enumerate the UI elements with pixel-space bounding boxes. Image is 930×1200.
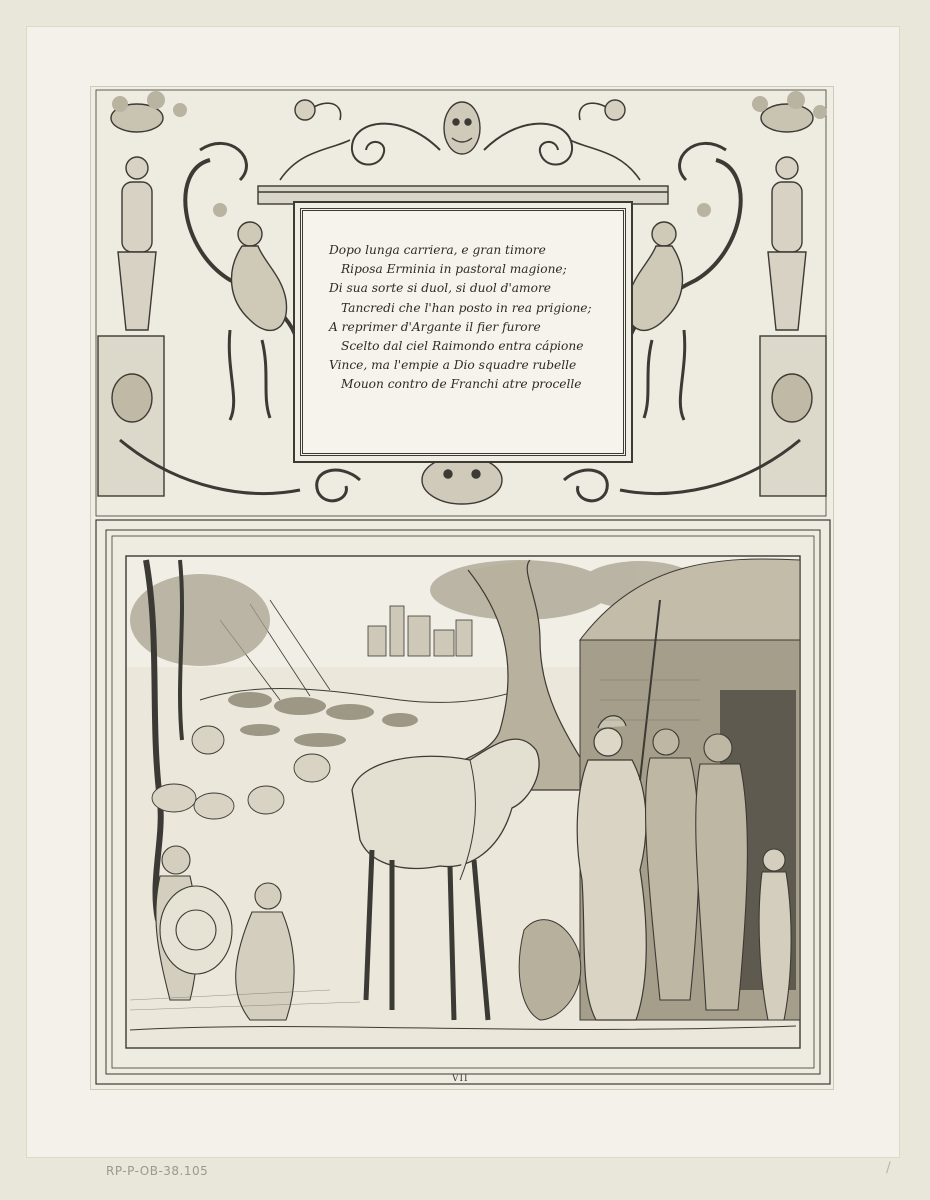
inventory-number: RP-P-OB-38.105 — [106, 1164, 209, 1178]
verse-text — [329, 241, 615, 395]
pencil-mark: / — [886, 1160, 891, 1176]
verse-line: Riposa Erminia in pastoral magione; — [341, 262, 567, 277]
verse-line: A reprimer d'Argante il fier furore — [329, 319, 541, 334]
verse-cartouche — [300, 208, 626, 456]
verse-line: Scelto dal ciel Raimondo entra cápione — [341, 339, 584, 354]
verse-line: Vince, ma l'empie a Dio squadre rubelle — [329, 358, 577, 373]
verse-line: Tancredi che l'han posto in rea prigione; — [341, 300, 592, 315]
verse-line: Di sua sorte si duol, si duol d'amore — [329, 281, 551, 296]
verse-line: Dopo lunga carriera, e gran timore — [329, 243, 546, 257]
verse-line: Mouon contro de Franchi atre procelle — [341, 377, 582, 392]
plate-number: VII — [452, 1074, 469, 1084]
